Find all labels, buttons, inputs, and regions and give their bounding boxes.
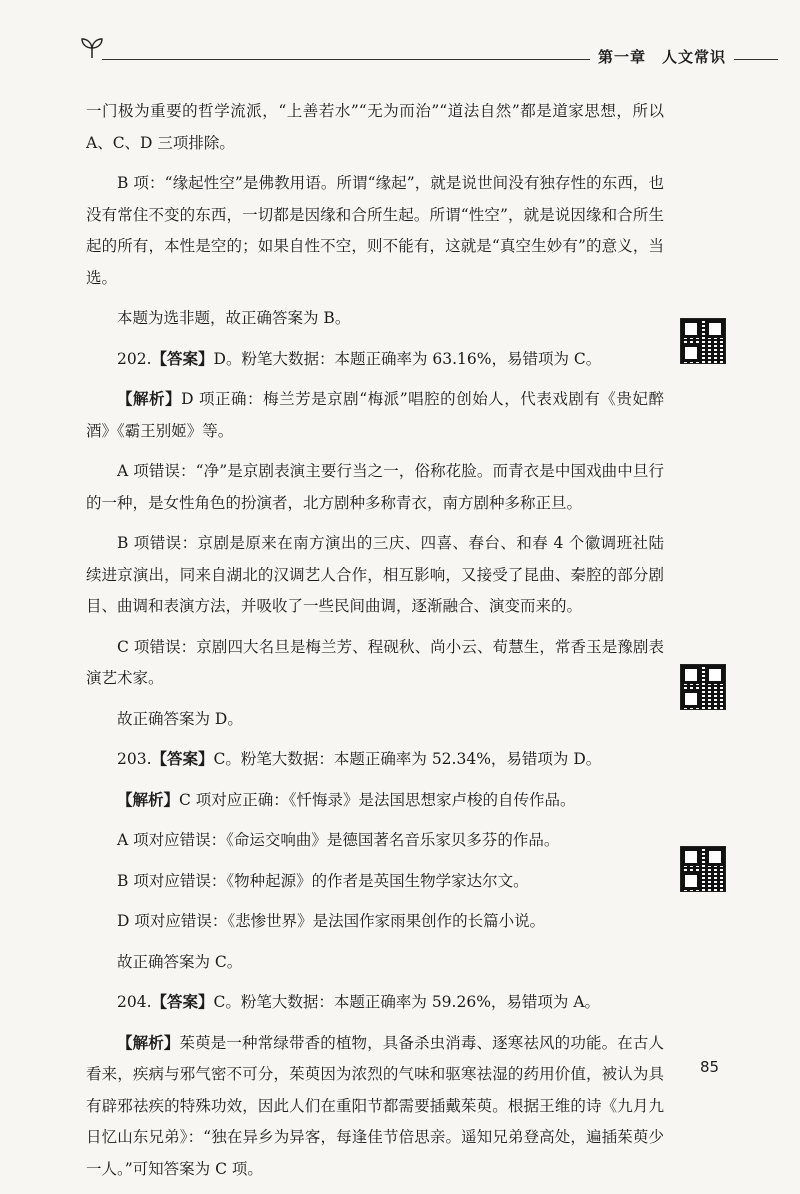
body-text (86, 96, 664, 1194)
paragraph: B 项错误：京剧是原来在南方演出的三庆、四喜、春台、和春 4 个徽调班社陆续进京演出，同来自湖北的汉调艺人合作，相互影响，又接受了昆曲、秦腔的部分剧目、曲调和表演方法，并吸收了一些民间曲调，逐渐融合、演变而来的。 (86, 534, 664, 615)
answer-text: D。粉笔大数据：本题正确率为 63.16%，易错项为 C。 (213, 349, 602, 368)
answer-tag: 【答案】 (151, 993, 214, 1011)
paragraph: 故正确答案为 C。 (117, 952, 243, 971)
paragraph: 本题为选非题，故正确答案为 B。 (117, 309, 351, 327)
header-rule-right (734, 59, 778, 60)
paragraph: B 项：“缘起性空”是佛教用语。所谓“缘起”，就是说世间没有独存性的东西，也没有常住不变的东西，一切都是因缘和合所生起。所谓“性空”，就是说因缘和合所生起的所有，本性是空的；如果自性不空，则不能有，这就是“真空生妙有”的意义，当选。 (86, 174, 664, 287)
paragraph: 一门极为重要的哲学流派，“上善若水”“无为而治”“道法自然”都是道家思想，所以 A、C、D 三项排除。 (86, 102, 664, 152)
paragraph: C 项错误：京剧四大名旦是梅兰芳、程砚秋、尚小云、荀慧生，常香玉是豫剧表演艺术家。 (86, 637, 664, 687)
chapter-number: 第一章 (598, 48, 647, 66)
sprout-icon (78, 34, 106, 62)
answer-line-204 (86, 987, 664, 1019)
answer-line-202 (86, 344, 664, 376)
analysis-tag: 【解析】 (117, 1033, 180, 1052)
analysis-204 (86, 1028, 664, 1186)
qr-code-icon[interactable] (680, 318, 726, 364)
qr-code-icon[interactable] (680, 664, 726, 710)
answer-tag: 【答案】 (151, 349, 214, 368)
analysis-text: C 项对应正确：《忏悔录》是法国思想家卢梭的自传作品。 (179, 790, 576, 809)
analysis-text: D 项正确：梅兰芳是京剧“梅派”唱腔的创始人，代表戏剧有《贵妃醉酒》《霸王别姬》等。 (86, 390, 664, 440)
question-number: 204. (117, 993, 152, 1011)
paragraph: B 项对应错误：《物种起源》的作者是英国生物学家达尔文。 (117, 871, 529, 890)
analysis-tag: 【解析】 (117, 390, 182, 408)
chapter-title: 人文常识 (662, 48, 727, 66)
answer-tag: 【答案】 (151, 750, 214, 768)
page-number: 85 (700, 1058, 720, 1076)
paragraph: A 项错误：“净”是京剧表演主要行当之一，俗称花脸。而青衣是中国戏曲中旦行的一种，是女性角色的扮演者，北方剧种多称青衣，南方剧种多称正旦。 (86, 462, 664, 512)
analysis-text: 茱萸是一种常绿带香的植物，具备杀虫消毒、逐寒祛风的功能。在古人看来，疾病与邪气密不可分，茱萸因为浓烈的气味和驱寒祛湿的药用价值，被认为具有辟邪祛疾的特殊功效，因此人们在重阳节都需要插戴茱萸。根据王维的诗《九月九日忆山东兄弟》：“独在异乡为异客，每逢佳节倍思亲。遥知兄弟登高处，遍插茱萸少一人。”可知答案为 C 项。 (86, 1033, 664, 1178)
paragraph: 故正确答案为 D。 (117, 709, 243, 728)
question-number: 203. (117, 750, 152, 768)
paragraph: D 项对应错误：《悲惨世界》是法国作家雨果创作的长篇小说。 (117, 912, 546, 930)
analysis-202 (86, 384, 664, 447)
answer-line-203 (86, 744, 664, 776)
analysis-203 (86, 785, 664, 817)
qr-code-icon[interactable] (680, 846, 726, 892)
chapter-heading (598, 46, 726, 67)
analysis-tag: 【解析】 (117, 790, 180, 809)
answer-text: C。粉笔大数据：本题正确率为 52.34%，易错项为 D。 (213, 750, 602, 768)
answer-text: C。粉笔大数据：本题正确率为 59.26%，易错项为 A。 (213, 993, 601, 1011)
header-rule-left (102, 59, 590, 60)
page-header (78, 34, 778, 74)
paragraph: A 项对应错误：《命运交响曲》是德国著名音乐家贝多芬的作品。 (117, 831, 560, 849)
question-number: 202. (117, 349, 152, 368)
